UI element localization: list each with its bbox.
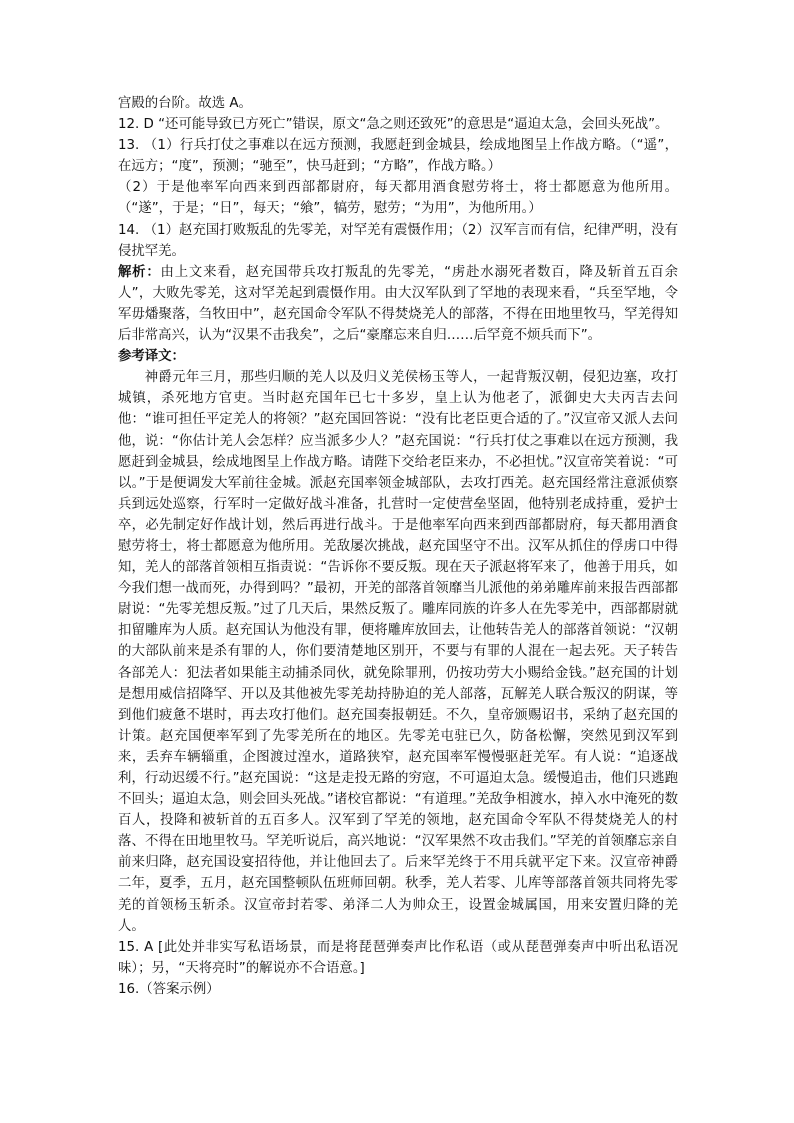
paragraph-text: 宫殿的台阶。故选 A。 xyxy=(118,96,252,111)
paragraph-text: 14. （1）赵充国打败叛乱的先零羌，对罕羌有震慑作用；（2）汉军言而有信，纪律严明，没有侵扰罕羌。 xyxy=(118,222,678,259)
paragraph-text: 12. D “还可能导致已方死亡”错误，原文“急之则还致死”的意思是“逼迫太急，会回头死战”。 xyxy=(118,117,669,133)
answer-13-part-2 xyxy=(118,177,678,219)
answer-12 xyxy=(118,114,678,135)
analysis-label: 解析： xyxy=(118,264,161,280)
translation-body xyxy=(118,367,678,937)
answer-text-body xyxy=(118,93,678,1000)
answer-15 xyxy=(118,937,678,979)
paragraph-text: 由上文来看，赵充国带兵攻打叛乱的先零羌，“虏赴水溺死者数百，降及斩首五百余人”，大败先零羌，这对罕羌起到震慑作用。由大汉军队到了罕地的表现来看，“兵至罕地，令军毋燔聚落，刍牧田中”，赵充国命令军队不得焚烧羌人的部落，不得在田地里牧马，罕羌得知后非常高兴，认为“汉果不击我矣”，之后“豪靡忘来自归……后罕竟不烦兵而下”。 xyxy=(118,264,679,344)
answer-13-part-1 xyxy=(118,135,678,177)
answer-16 xyxy=(118,979,678,1000)
translation-label: 参考译文： xyxy=(118,349,185,365)
paragraph-text: （2）于是他率军向西来到西部都尉府，每天都用酒食慰劳将士，将士都愿意为他所用。（“遂”，于是；“日”，每天；“飨”，犒劳，慰劳；“为用”，为他所用。） xyxy=(118,180,678,217)
translation-heading xyxy=(118,346,678,367)
analysis-paragraph xyxy=(118,262,678,346)
answer-14 xyxy=(118,220,678,262)
paragraph-text: 13. （1）行兵打仗之事难以在远方预测，我愿赶到金城县，绘成地图呈上作战方略。（“遥”，在远方；“度”，预测；“驰至”，快马赶到；“方略”，作战方略。） xyxy=(118,138,678,175)
paragraph-text: 16.（答案示例） xyxy=(118,981,220,997)
paragraph-text: 15. A [此处并非实写私语场景，而是将琵琶弹奏声比作私语（或从琵琶弹奏声中听出私语况味）；另，“天将亮时”的解说亦不合语意。] xyxy=(118,939,678,976)
paragraph-prev-answer-tail xyxy=(118,93,678,114)
paragraph-text: 神爵元年三月，那些归顺的羌人以及归义羌侯杨玉等人，一起背叛汉朝，侵犯边塞，攻打城镇，杀死地方官吏。当时赵充国年已七十多岁，皇上认为他老了，派御史大夫丙吉去问他：“谁可担任平定羌人的将领？”赵充国回答说：“没有比老臣更合适的了。”汉宣帝又派人去问他，说：“你估计羌人会怎样？应当派多少人？”赵充国说：“行兵打仗之事难以在远方预测，我愿赶到金城县，绘成地图呈上作战方略。请陛下交给老臣来办，不必担忧。”汉宣帝笑着说：“可以。”于是便调发大军前往金城。派赵充国率领金城部队，去攻打西羌。赵充国经常注意派侦察兵到远处巡察，行军时一定做好战斗准备，扎营时一定使营垒坚固，他特别老成持重，爱护士卒，必先制定好作战计划，然后再进行战斗。于是他率军向西来到西部都尉府，每天都用酒食慰劳将士，将士都愿意为他所用。羌敌屡次挑战，赵充国坚守不出。汉军从抓住的俘虏口中得知，羌人的部落首领相互指责说：“告诉你不要反叛。现在天子派赵将军来了，他善于用兵，如今我们想一战而死，办得到吗？”最初，开羌的部落首领靡当儿派他的弟弟雕库前来报告西部都尉说：“先零羌想反叛。”过了几天后，果然反叛了。雕库同族的许多人在先零羌中，西部都尉就扣留雕库为人质。赵充国认为他没有罪，便将雕库放回去，让他转告羌人的部落首领说：“汉朝的大部队前来是杀有罪的人，你们要清楚地区别开，不要与有罪的人混在一起去死。天子转告各部羌人：犯法者如果能主动捕杀同伙，就免除罪刑，仍按功劳大小赐给金钱。”赵充国的计划是想用威信招降罕、开以及其他被先零羌劫持胁迫的羌人部落，瓦解羌人联合叛汉的阴谋，等到他们疲惫不堪时，再去攻打他们。赵充国奏报朝廷。不久，皇帝颁赐诏书，采纳了赵充国的计策。赵充国便率军到了先零羌所在的地区。先零羌屯驻已久，防备松懈，突然见到汉军到来，丢弃车辆辎重，企图渡过湟水，道路狭窄，赵充国率军慢慢驱赶羌军。有人说：“追逐战利，行动迟缓不行。”赵充国说：“这是走投无路的穷寇，不可逼迫太急。缓慢追击，他们只逃跑不回头；逼迫太急，则会回头死战。”诸校官都说：“有道理。”羌敌争相渡水，掉入水中淹死的数百人，投降和被斩首的五百多人。汉军到了罕羌的领地，赵充国命令军队不得焚烧羌人的村落、不得在田地里牧马。罕羌听说后，高兴地说：“汉军果然不攻击我们。”罕羌的首领靡忘亲自前来归降，赵充国设宴招待他，并让他回去了。后来罕羌终于不用兵就平定下来。汉宣帝神爵二年，夏季，五月，赵充国整顿队伍班师回朝。秋季，羌人若零、儿库等部落首领共同将先零羌的首领杨玉斩杀。汉宣帝封若零、弟泽二人为帅众王，设置金城属国，用来安置归降的羌人。 xyxy=(118,370,678,934)
